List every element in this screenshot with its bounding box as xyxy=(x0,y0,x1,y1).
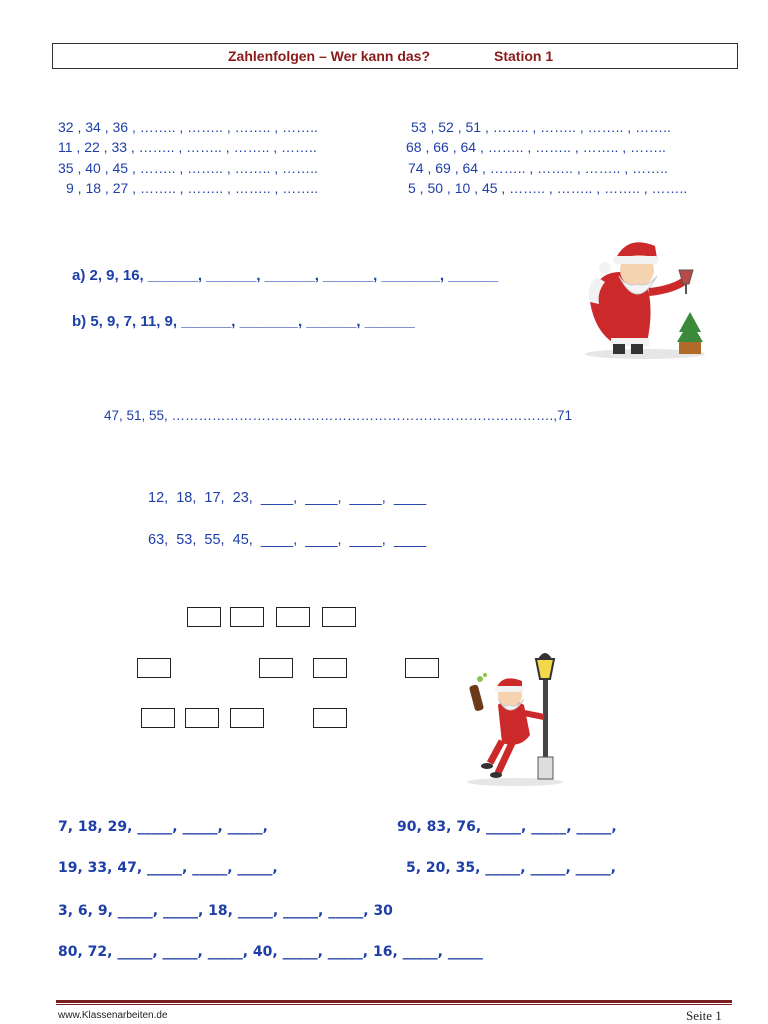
footer-website: www.Klassenarbeiten.de xyxy=(58,1010,168,1021)
sequence-b: b) 5, 9, 7, 11, 9, ______, _______, ______, ______ xyxy=(72,313,415,330)
sequence-alt-2: 63, 53, 55, 45, ____, ____, ____, ____ xyxy=(148,532,427,548)
sequence-right-3: 74 , 69 , 64 , …….. , …….. , …….. , …….. xyxy=(408,160,668,176)
sequence-c-right: 90, 83, 76, _____, _____, _____, xyxy=(397,819,617,835)
answer-box[interactable] xyxy=(137,658,171,678)
sequence-right-2: 68 , 66 , 64 , …….. , …….. , …….. , …….. xyxy=(406,139,666,155)
answer-box[interactable] xyxy=(313,708,347,728)
answer-box[interactable] xyxy=(276,607,310,627)
answer-box[interactable] xyxy=(141,708,175,728)
answer-box[interactable] xyxy=(230,607,264,627)
sequence-left-4: 9 , 18 , 27 , …….. , …….. , …….. , …….. xyxy=(66,180,319,196)
sequence-right-4: 5 , 50 , 10 , 45 , …….. , …….. , …….. , …….. xyxy=(408,180,688,196)
sequence-a: a) 2, 9, 16, ______, ______, ______, ______, _______, ______ xyxy=(72,267,499,284)
sequence-d-left: 19, 33, 47, _____, _____, _____, xyxy=(58,860,278,876)
sequence-e: 3, 6, 9, _____, _____, 18, _____, _____, _____, 30 xyxy=(58,903,393,919)
sequence-long: 47, 51, 55, ………………………………………………………………………….,71 xyxy=(104,408,573,423)
sequence-f: 80, 72, _____, _____, _____, 40, _____, _____, 16, _____, _____ xyxy=(58,944,483,960)
answer-box[interactable] xyxy=(313,658,347,678)
station-label: Station 1 xyxy=(494,48,554,64)
answer-box[interactable] xyxy=(230,708,264,728)
answer-box[interactable] xyxy=(405,658,439,678)
sequence-d-right: 5, 20, 35, _____, _____, _____, xyxy=(406,860,616,876)
sequence-left-1: 32 , 34 , 36 , …….. , …….. , …….. , …….. xyxy=(58,119,318,135)
answer-box[interactable] xyxy=(259,658,293,678)
santa-lamppost-icon xyxy=(450,645,570,787)
footer-divider-thin xyxy=(56,1004,732,1005)
answer-box[interactable] xyxy=(187,607,221,627)
answer-box[interactable] xyxy=(185,708,219,728)
santa-drinking-icon xyxy=(575,232,725,362)
page-number: Seite 1 xyxy=(686,1008,722,1023)
sequence-left-3: 35 , 40 , 45 , …….. , …….. , …….. , …….. xyxy=(58,160,318,176)
answer-box[interactable] xyxy=(322,607,356,627)
sequence-c-left: 7, 18, 29, _____, _____, _____, xyxy=(58,819,268,835)
sequence-right-1: 53 , 52 , 51 , …….. , …….. , …….. , …….. xyxy=(411,119,671,135)
sequence-left-2: 11 , 22 , 33 , …….. , …….. , …….. , …….. xyxy=(58,139,317,155)
footer-divider xyxy=(56,1000,732,1003)
sequence-alt-1: 12, 18, 17, 23, ____, ____, ____, ____ xyxy=(148,490,427,506)
worksheet-title: Zahlenfolgen – Wer kann das? xyxy=(228,48,431,64)
